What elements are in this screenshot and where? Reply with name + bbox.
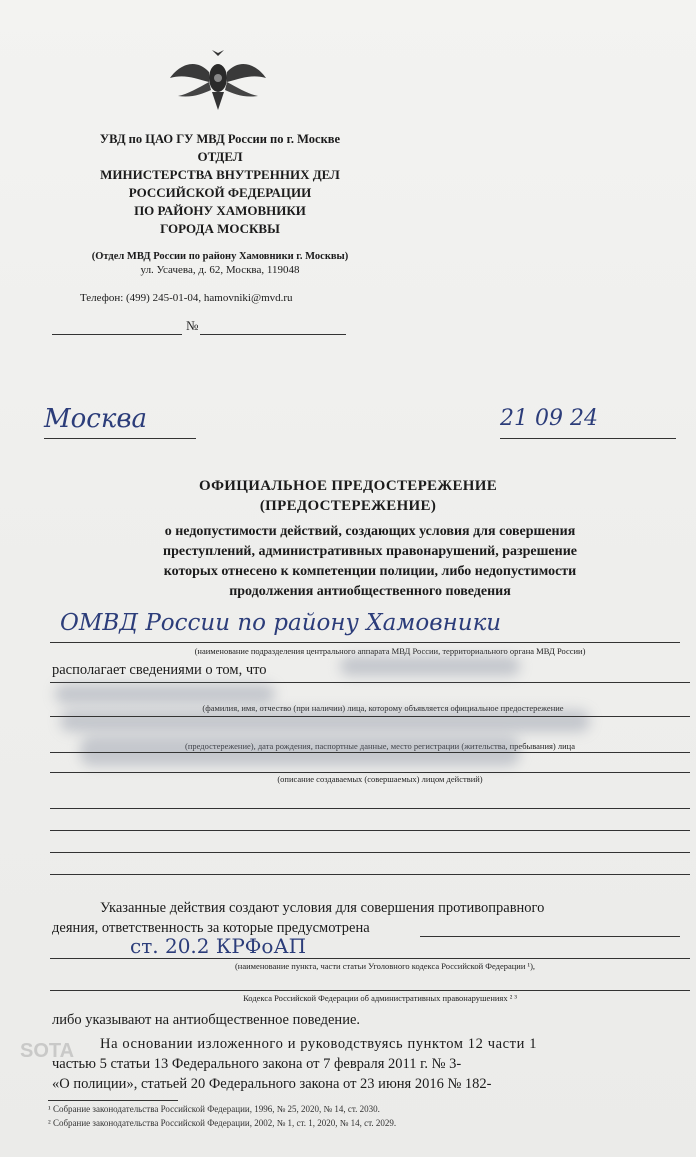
header-line-6: ГОРОДА МОСКВЫ	[160, 221, 280, 236]
reg-date-line	[52, 334, 182, 335]
city-line	[44, 438, 196, 439]
article-line-c	[50, 990, 690, 991]
footnote-divider	[48, 1100, 178, 1101]
person-line-1	[50, 682, 690, 683]
basis-text-3: «О полиции», статьей 20 Федерального закона от 23 июня 2016 № 182-	[52, 1076, 492, 1092]
header-short-name: (Отдел МВД России по району Хамовники г. Москвы)	[91, 251, 349, 262]
department-line	[50, 642, 680, 643]
header-line-4: РОССИЙСКОЙ ФЕДЕРАЦИИ	[128, 185, 312, 200]
header-line-1: УВД по ЦАО ГУ МВД России по г. Москве	[99, 132, 341, 146]
specified-text-1: Указанные действия создают условия для совершения противоправного	[100, 900, 545, 916]
actions-line-4	[50, 852, 690, 853]
header-phone: Телефон: (499) 245-01-04, hamovniki@mvd.ru	[80, 292, 293, 304]
specified-text-2: деяния, ответственность за которые предусмотрена	[52, 920, 370, 936]
handwritten-department: ОМВД России по району Хамовники	[60, 610, 502, 636]
person-line-3	[50, 752, 690, 753]
doc-subtitle-2: преступлений, административных правонарушений, разрешение	[163, 544, 577, 559]
header-line-3: МИНИСТЕРСТВА ВНУТРЕННИХ ДЕЛ	[100, 167, 340, 182]
actions-line-3	[50, 830, 690, 831]
header-line-5: ПО РАЙОНУ ХАМОВНИКИ	[134, 203, 306, 218]
doc-subtitle-4: продолжения антиобщественного поведения	[229, 584, 511, 599]
handwritten-article: ст. 20.2 КРФоАП	[130, 934, 307, 958]
header-line-2: ОТДЕЛ	[197, 149, 243, 164]
redacted-name-2	[55, 684, 275, 704]
footnote-1: ¹ Собрание законодательства Российской Федерации, 1996, № 25, 2020, № 14, ст. 2030.	[48, 1104, 380, 1114]
eagle-emblem	[168, 48, 268, 114]
caption-person-2: (предостережение), дата рождения, паспортные данные, место регистрации (жительства, пребывания) лица	[185, 741, 575, 751]
header-address: ул. Усачева, д. 62, Москва, 119048	[140, 264, 300, 276]
actions-line-1	[50, 772, 690, 773]
doc-subtitle-1: о недопустимости действий, создающих условия для совершения	[164, 524, 576, 539]
redacted-details	[60, 710, 590, 732]
footnote-2: ² Собрание законодательства Российской Федерации, 2002, № 1, ст. 1, 2020, № 14, ст. 2029.	[48, 1118, 397, 1128]
doc-title-paren: (ПРЕДОСТЕРЕЖЕНИЕ)	[259, 498, 437, 514]
number-sign: №	[186, 318, 199, 333]
redacted-actions	[80, 736, 520, 766]
has-info-text: располагает сведениями о том, что	[52, 662, 267, 678]
antisocial-text: либо указывают на антиобщественное поведение.	[52, 1012, 361, 1028]
handwritten-date: 21 09 24	[500, 406, 598, 431]
redacted-name	[340, 656, 520, 676]
caption-admin-code: Кодекса Российской Федерации об административных правонарушениях ² ³	[243, 993, 517, 1003]
doc-title: ОФИЦИАЛЬНОЕ ПРЕДОСТЕРЕЖЕНИЕ	[198, 478, 498, 494]
caption-actions: (описание создаваемых (совершаемых) лицом действий)	[277, 774, 483, 784]
caption-department: (наименование подразделения центрального аппарата МВД России, территориального органа МВД России)	[194, 646, 586, 656]
date-line	[500, 438, 676, 439]
watermark: SOTA	[20, 1040, 75, 1062]
actions-line-2	[50, 808, 690, 809]
basis-text-2: частью 5 статьи 13 Федерального закона от 7 февраля 2011 г. № 3-	[52, 1056, 462, 1072]
caption-criminal-code: (наименование пункта, части статьи Уголовного кодекса Российской Федерации ¹),	[234, 961, 536, 971]
reg-number-line	[200, 334, 346, 335]
article-line-a	[420, 936, 680, 937]
article-line-b	[50, 958, 690, 959]
person-line-2	[50, 716, 690, 717]
basis-text-1: На основании изложенного и руководствуясь пунктом 12 части 1	[100, 1036, 538, 1052]
caption-person: (фамилия, имя, отчество (при наличии) лица, которому объявляется официальное предостережение	[202, 703, 564, 713]
actions-line-5	[50, 874, 690, 875]
doc-subtitle-3: которых отнесено к компетенции полиции, либо недопустимости	[163, 564, 577, 579]
handwritten-city: Москва	[44, 404, 147, 434]
